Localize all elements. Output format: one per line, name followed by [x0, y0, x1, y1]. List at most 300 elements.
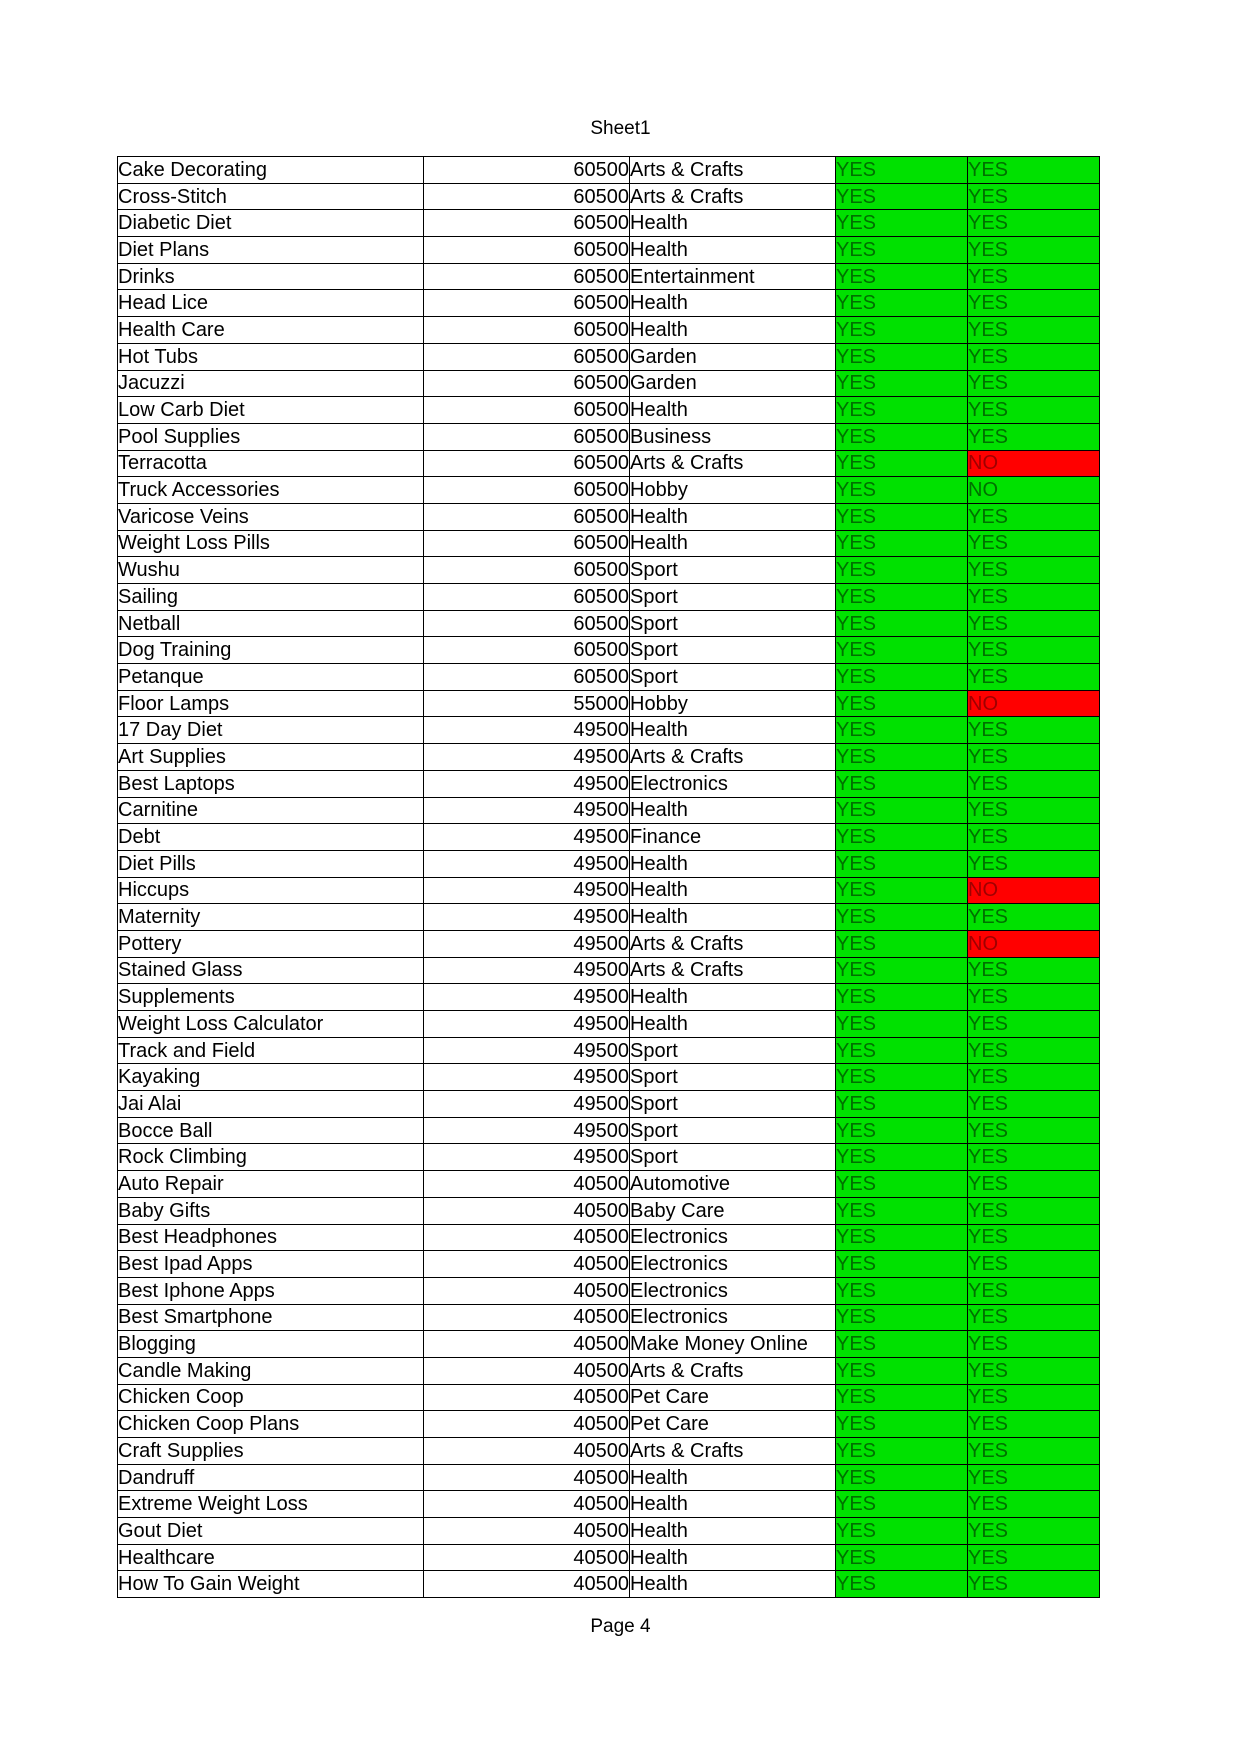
- value-cell: 60500: [424, 637, 630, 664]
- table-row: [118, 904, 1100, 931]
- flag1-cell: YES: [836, 1171, 968, 1198]
- flag2-cell: YES: [968, 1571, 1100, 1598]
- flag1-cell: YES: [836, 183, 968, 210]
- category-cell: Health: [630, 797, 836, 824]
- table-body: [118, 157, 1100, 1598]
- table-row: [118, 877, 1100, 904]
- flag2-cell: YES: [968, 557, 1100, 584]
- value-cell: 40500: [424, 1571, 630, 1598]
- flag2-cell: YES: [968, 210, 1100, 237]
- flag1-cell: YES: [836, 397, 968, 424]
- table-row: [118, 1544, 1100, 1571]
- flag1-cell: YES: [836, 1544, 968, 1571]
- category-cell: Health: [630, 717, 836, 744]
- keyword-cell: Debt: [118, 824, 424, 851]
- value-cell: 60500: [424, 664, 630, 691]
- flag1-cell: YES: [836, 1438, 968, 1465]
- keyword-cell: Chicken Coop Plans: [118, 1411, 424, 1438]
- keyword-cell: Low Carb Diet: [118, 397, 424, 424]
- value-cell: 49500: [424, 744, 630, 771]
- flag2-cell: YES: [968, 1464, 1100, 1491]
- table-row: [118, 1438, 1100, 1465]
- flag2-cell: YES: [968, 1251, 1100, 1278]
- flag2-cell: YES: [968, 1491, 1100, 1518]
- value-cell: 60500: [424, 423, 630, 450]
- flag2-cell: YES: [968, 157, 1100, 184]
- keyword-cell: Weight Loss Pills: [118, 530, 424, 557]
- keyword-cell: How To Gain Weight: [118, 1571, 424, 1598]
- flag1-cell: YES: [836, 423, 968, 450]
- value-cell: 49500: [424, 1011, 630, 1038]
- keyword-cell: Best Smartphone: [118, 1304, 424, 1331]
- flag2-cell: YES: [968, 1011, 1100, 1038]
- flag1-cell: YES: [836, 1411, 968, 1438]
- category-cell: Sport: [630, 610, 836, 637]
- keyword-cell: Dog Training: [118, 637, 424, 664]
- category-cell: Health: [630, 877, 836, 904]
- flag1-cell: YES: [836, 1357, 968, 1384]
- flag1-cell: YES: [836, 370, 968, 397]
- flag2-cell: YES: [968, 984, 1100, 1011]
- category-cell: Electronics: [630, 1224, 836, 1251]
- table-row: [118, 450, 1100, 477]
- category-cell: Arts & Crafts: [630, 957, 836, 984]
- value-cell: 40500: [424, 1411, 630, 1438]
- category-cell: Sport: [630, 1117, 836, 1144]
- table-row: [118, 530, 1100, 557]
- table-row: [118, 584, 1100, 611]
- value-cell: 60500: [424, 317, 630, 344]
- flag2-cell: YES: [968, 237, 1100, 264]
- keyword-cell: Hot Tubs: [118, 343, 424, 370]
- flag1-cell: YES: [836, 237, 968, 264]
- flag2-cell: NO: [968, 477, 1100, 504]
- flag2-cell: YES: [968, 1117, 1100, 1144]
- value-cell: 60500: [424, 210, 630, 237]
- keyword-cell: Health Care: [118, 317, 424, 344]
- flag1-cell: YES: [836, 770, 968, 797]
- category-cell: Sport: [630, 1144, 836, 1171]
- table-row: [118, 1571, 1100, 1598]
- flag2-cell: YES: [968, 1411, 1100, 1438]
- flag2-cell: YES: [968, 824, 1100, 851]
- value-cell: 40500: [424, 1544, 630, 1571]
- table-row: [118, 744, 1100, 771]
- category-cell: Health: [630, 1518, 836, 1545]
- flag2-cell: YES: [968, 1518, 1100, 1545]
- value-cell: 60500: [424, 343, 630, 370]
- category-cell: Health: [630, 1571, 836, 1598]
- flag2-cell: YES: [968, 610, 1100, 637]
- table-row: [118, 343, 1100, 370]
- value-cell: 49500: [424, 1091, 630, 1118]
- table-row: [118, 1091, 1100, 1118]
- flag2-cell: YES: [968, 904, 1100, 931]
- keyword-cell: Diet Pills: [118, 850, 424, 877]
- flag2-cell: YES: [968, 1384, 1100, 1411]
- table-row: [118, 637, 1100, 664]
- category-cell: Electronics: [630, 1304, 836, 1331]
- category-cell: Pet Care: [630, 1384, 836, 1411]
- table-row: [118, 237, 1100, 264]
- flag2-cell: YES: [968, 1357, 1100, 1384]
- table-row: [118, 1144, 1100, 1171]
- category-cell: Garden: [630, 370, 836, 397]
- table-row: [118, 797, 1100, 824]
- keyword-cell: Blogging: [118, 1331, 424, 1358]
- keyword-cell: Diabetic Diet: [118, 210, 424, 237]
- flag2-cell: NO: [968, 877, 1100, 904]
- flag1-cell: YES: [836, 1144, 968, 1171]
- keyword-cell: Hiccups: [118, 877, 424, 904]
- flag2-cell: YES: [968, 397, 1100, 424]
- category-cell: Sport: [630, 664, 836, 691]
- category-cell: Health: [630, 503, 836, 530]
- flag1-cell: YES: [836, 957, 968, 984]
- flag2-cell: YES: [968, 1304, 1100, 1331]
- table-row: [118, 664, 1100, 691]
- keyword-cell: Chicken Coop: [118, 1384, 424, 1411]
- flag2-cell: YES: [968, 530, 1100, 557]
- keyword-cell: Gout Diet: [118, 1518, 424, 1545]
- category-cell: Arts & Crafts: [630, 1438, 836, 1465]
- value-cell: 40500: [424, 1304, 630, 1331]
- keyword-cell: Cake Decorating: [118, 157, 424, 184]
- table-row: [118, 1277, 1100, 1304]
- table-row: [118, 1304, 1100, 1331]
- table-row: [118, 317, 1100, 344]
- value-cell: 60500: [424, 503, 630, 530]
- flag1-cell: YES: [836, 530, 968, 557]
- keyword-cell: Terracotta: [118, 450, 424, 477]
- category-cell: Sport: [630, 1091, 836, 1118]
- value-cell: 40500: [424, 1357, 630, 1384]
- keyword-cell: Stained Glass: [118, 957, 424, 984]
- flag2-cell: NO: [968, 690, 1100, 717]
- keyword-cell: Carnitine: [118, 797, 424, 824]
- flag2-cell: YES: [968, 1331, 1100, 1358]
- category-cell: Health: [630, 904, 836, 931]
- category-cell: Sport: [630, 557, 836, 584]
- category-cell: Arts & Crafts: [630, 450, 836, 477]
- flag1-cell: YES: [836, 1384, 968, 1411]
- category-cell: Make Money Online: [630, 1331, 836, 1358]
- category-cell: Entertainment: [630, 263, 836, 290]
- table-row: [118, 1117, 1100, 1144]
- flag1-cell: YES: [836, 1011, 968, 1038]
- table-row: [118, 397, 1100, 424]
- keyword-cell: Diet Plans: [118, 237, 424, 264]
- category-cell: Health: [630, 1491, 836, 1518]
- category-cell: Garden: [630, 343, 836, 370]
- flag1-cell: YES: [836, 744, 968, 771]
- value-cell: 49500: [424, 1117, 630, 1144]
- value-cell: 40500: [424, 1277, 630, 1304]
- table-row: [118, 1251, 1100, 1278]
- keyword-cell: Candle Making: [118, 1357, 424, 1384]
- flag1-cell: YES: [836, 1464, 968, 1491]
- table-row: [118, 1331, 1100, 1358]
- table-row: [118, 850, 1100, 877]
- category-cell: Health: [630, 1011, 836, 1038]
- value-cell: 60500: [424, 610, 630, 637]
- value-cell: 40500: [424, 1197, 630, 1224]
- table-row: [118, 1464, 1100, 1491]
- value-cell: 49500: [424, 877, 630, 904]
- flag1-cell: YES: [836, 1117, 968, 1144]
- value-cell: 60500: [424, 584, 630, 611]
- category-cell: Health: [630, 1544, 836, 1571]
- flag1-cell: YES: [836, 664, 968, 691]
- flag1-cell: YES: [836, 637, 968, 664]
- keyword-cell: Maternity: [118, 904, 424, 931]
- category-cell: Arts & Crafts: [630, 183, 836, 210]
- table-row: [118, 503, 1100, 530]
- flag1-cell: YES: [836, 450, 968, 477]
- keyword-cell: Drinks: [118, 263, 424, 290]
- table-row: [118, 1011, 1100, 1038]
- table-row: [118, 824, 1100, 851]
- value-cell: 60500: [424, 477, 630, 504]
- keyword-cell: Sailing: [118, 584, 424, 611]
- category-cell: Arts & Crafts: [630, 1357, 836, 1384]
- flag1-cell: YES: [836, 1491, 968, 1518]
- value-cell: 40500: [424, 1438, 630, 1465]
- table-row: [118, 1357, 1100, 1384]
- table-row: [118, 1518, 1100, 1545]
- flag1-cell: YES: [836, 157, 968, 184]
- flag1-cell: YES: [836, 717, 968, 744]
- flag1-cell: YES: [836, 904, 968, 931]
- flag2-cell: YES: [968, 290, 1100, 317]
- flag2-cell: YES: [968, 1064, 1100, 1091]
- flag1-cell: YES: [836, 210, 968, 237]
- keyword-cell: Floor Lamps: [118, 690, 424, 717]
- keyword-cell: Varicose Veins: [118, 503, 424, 530]
- value-cell: 49500: [424, 930, 630, 957]
- keyword-cell: Track and Field: [118, 1037, 424, 1064]
- keyword-cell: Baby Gifts: [118, 1197, 424, 1224]
- table-row: [118, 1411, 1100, 1438]
- value-cell: 60500: [424, 557, 630, 584]
- flag1-cell: YES: [836, 1251, 968, 1278]
- flag2-cell: YES: [968, 797, 1100, 824]
- flag2-cell: YES: [968, 1224, 1100, 1251]
- flag1-cell: YES: [836, 1064, 968, 1091]
- category-cell: Health: [630, 290, 836, 317]
- value-cell: 40500: [424, 1251, 630, 1278]
- value-cell: 60500: [424, 263, 630, 290]
- value-cell: 49500: [424, 1144, 630, 1171]
- category-cell: Electronics: [630, 1251, 836, 1278]
- category-cell: Business: [630, 423, 836, 450]
- keyword-cell: Auto Repair: [118, 1171, 424, 1198]
- flag2-cell: YES: [968, 183, 1100, 210]
- flag1-cell: YES: [836, 1037, 968, 1064]
- flag1-cell: YES: [836, 877, 968, 904]
- category-cell: Sport: [630, 637, 836, 664]
- table-row: [118, 610, 1100, 637]
- value-cell: 49500: [424, 904, 630, 931]
- value-cell: 49500: [424, 717, 630, 744]
- keyword-table: [117, 156, 1100, 1598]
- table-row: [118, 984, 1100, 1011]
- value-cell: 49500: [424, 957, 630, 984]
- flag1-cell: YES: [836, 477, 968, 504]
- flag1-cell: YES: [836, 1518, 968, 1545]
- flag1-cell: YES: [836, 797, 968, 824]
- table-row: [118, 423, 1100, 450]
- table-row: [118, 1171, 1100, 1198]
- flag1-cell: YES: [836, 1571, 968, 1598]
- keyword-cell: Best Iphone Apps: [118, 1277, 424, 1304]
- keyword-cell: Jacuzzi: [118, 370, 424, 397]
- table-row: [118, 717, 1100, 744]
- keyword-cell: Best Laptops: [118, 770, 424, 797]
- flag1-cell: YES: [836, 1331, 968, 1358]
- category-cell: Electronics: [630, 1277, 836, 1304]
- value-cell: 60500: [424, 157, 630, 184]
- table-row: [118, 370, 1100, 397]
- flag1-cell: YES: [836, 263, 968, 290]
- value-cell: 55000: [424, 690, 630, 717]
- flag2-cell: NO: [968, 450, 1100, 477]
- table-row: [118, 183, 1100, 210]
- keyword-cell: Pool Supplies: [118, 423, 424, 450]
- page-number: Page 4: [590, 1616, 651, 1637]
- keyword-cell: Best Headphones: [118, 1224, 424, 1251]
- flag2-cell: YES: [968, 584, 1100, 611]
- flag1-cell: YES: [836, 690, 968, 717]
- category-cell: Hobby: [630, 690, 836, 717]
- keyword-cell: Dandruff: [118, 1464, 424, 1491]
- flag1-cell: YES: [836, 824, 968, 851]
- value-cell: 40500: [424, 1518, 630, 1545]
- flag2-cell: YES: [968, 1171, 1100, 1198]
- flag2-cell: YES: [968, 717, 1100, 744]
- flag2-cell: YES: [968, 343, 1100, 370]
- keyword-cell: Weight Loss Calculator: [118, 1011, 424, 1038]
- category-cell: Pet Care: [630, 1411, 836, 1438]
- table-row: [118, 263, 1100, 290]
- category-cell: Sport: [630, 584, 836, 611]
- flag2-cell: YES: [968, 1544, 1100, 1571]
- category-cell: Health: [630, 984, 836, 1011]
- flag2-cell: YES: [968, 423, 1100, 450]
- flag2-cell: YES: [968, 637, 1100, 664]
- flag1-cell: YES: [836, 1197, 968, 1224]
- flag2-cell: YES: [968, 1037, 1100, 1064]
- flag2-cell: YES: [968, 1277, 1100, 1304]
- value-cell: 60500: [424, 530, 630, 557]
- flag2-cell: YES: [968, 317, 1100, 344]
- keyword-cell: Extreme Weight Loss: [118, 1491, 424, 1518]
- table-row: [118, 957, 1100, 984]
- value-cell: 40500: [424, 1491, 630, 1518]
- table-row: [118, 1491, 1100, 1518]
- keyword-cell: Best Ipad Apps: [118, 1251, 424, 1278]
- value-cell: 60500: [424, 183, 630, 210]
- flag1-cell: YES: [836, 850, 968, 877]
- keyword-cell: Head Lice: [118, 290, 424, 317]
- flag1-cell: YES: [836, 317, 968, 344]
- flag1-cell: YES: [836, 1091, 968, 1118]
- flag1-cell: YES: [836, 930, 968, 957]
- value-cell: 60500: [424, 370, 630, 397]
- value-cell: 49500: [424, 797, 630, 824]
- keyword-cell: Supplements: [118, 984, 424, 1011]
- category-cell: Baby Care: [630, 1197, 836, 1224]
- value-cell: 49500: [424, 850, 630, 877]
- keyword-cell: Rock Climbing: [118, 1144, 424, 1171]
- category-cell: Health: [630, 397, 836, 424]
- flag2-cell: YES: [968, 1438, 1100, 1465]
- value-cell: 49500: [424, 1064, 630, 1091]
- value-cell: 40500: [424, 1224, 630, 1251]
- keyword-cell: Art Supplies: [118, 744, 424, 771]
- keyword-cell: Kayaking: [118, 1064, 424, 1091]
- category-cell: Arts & Crafts: [630, 744, 836, 771]
- flag1-cell: YES: [836, 984, 968, 1011]
- value-cell: 49500: [424, 1037, 630, 1064]
- value-cell: 60500: [424, 450, 630, 477]
- flag2-cell: YES: [968, 1144, 1100, 1171]
- table-row: [118, 1384, 1100, 1411]
- category-cell: Arts & Crafts: [630, 157, 836, 184]
- flag1-cell: YES: [836, 343, 968, 370]
- table-row: [118, 690, 1100, 717]
- flag2-cell: NO: [968, 930, 1100, 957]
- value-cell: 40500: [424, 1384, 630, 1411]
- category-cell: Health: [630, 1464, 836, 1491]
- value-cell: 40500: [424, 1464, 630, 1491]
- category-cell: Automotive: [630, 1171, 836, 1198]
- value-cell: 40500: [424, 1171, 630, 1198]
- flag2-cell: YES: [968, 850, 1100, 877]
- value-cell: 49500: [424, 984, 630, 1011]
- category-cell: Arts & Crafts: [630, 930, 836, 957]
- value-cell: 49500: [424, 824, 630, 851]
- flag1-cell: YES: [836, 290, 968, 317]
- value-cell: 60500: [424, 397, 630, 424]
- flag2-cell: YES: [968, 1197, 1100, 1224]
- flag2-cell: YES: [968, 664, 1100, 691]
- category-cell: Health: [630, 237, 836, 264]
- table-row: [118, 290, 1100, 317]
- table-row: [118, 930, 1100, 957]
- value-cell: 60500: [424, 290, 630, 317]
- flag2-cell: YES: [968, 503, 1100, 530]
- flag2-cell: YES: [968, 744, 1100, 771]
- table-row: [118, 557, 1100, 584]
- value-cell: 49500: [424, 770, 630, 797]
- keyword-cell: Cross-Stitch: [118, 183, 424, 210]
- table-row: [118, 1037, 1100, 1064]
- flag2-cell: YES: [968, 770, 1100, 797]
- flag1-cell: YES: [836, 503, 968, 530]
- table-row: [118, 477, 1100, 504]
- category-cell: Health: [630, 850, 836, 877]
- table-row: [118, 1224, 1100, 1251]
- keyword-cell: Craft Supplies: [118, 1438, 424, 1465]
- flag1-cell: YES: [836, 584, 968, 611]
- flag1-cell: YES: [836, 610, 968, 637]
- value-cell: 60500: [424, 237, 630, 264]
- table-row: [118, 210, 1100, 237]
- keyword-cell: 17 Day Diet: [118, 717, 424, 744]
- keyword-cell: Pottery: [118, 930, 424, 957]
- keyword-cell: Healthcare: [118, 1544, 424, 1571]
